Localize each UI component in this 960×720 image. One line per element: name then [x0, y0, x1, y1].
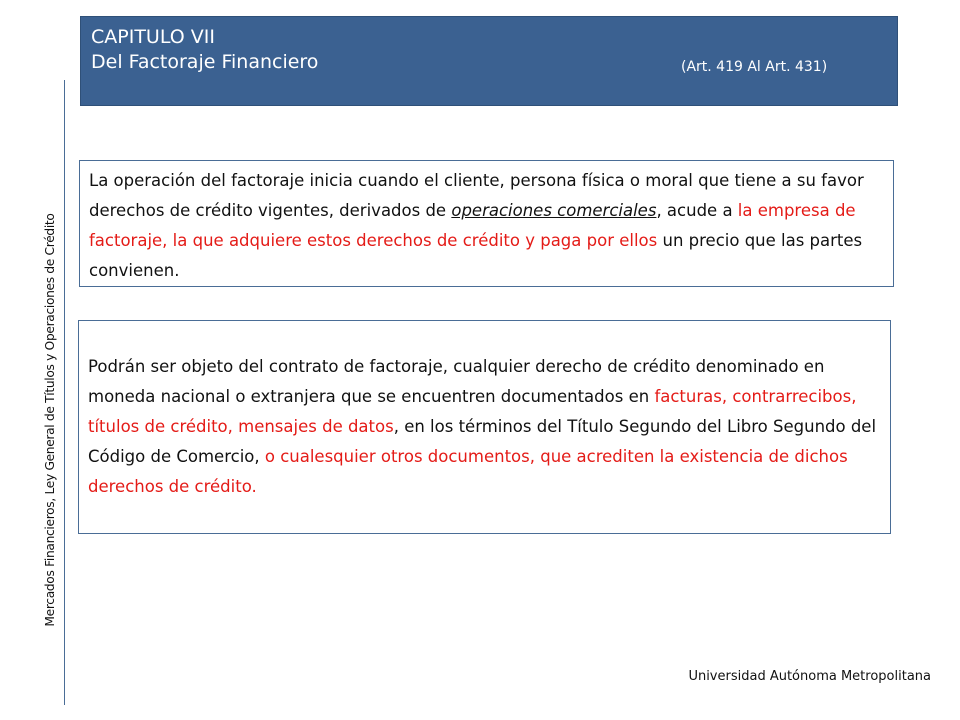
- paragraph-text: La operación del factoraje inicia cuando el cliente, persona física o moral que tiene a su favor derechos de crédito vigentes, derivados de: [89, 171, 864, 220]
- chapter-title: Del Factoraje Financiero: [91, 51, 319, 73]
- paragraph-text: un precio que las partes convienen.: [89, 231, 863, 280]
- highlighted-text: la empresa de factoraje, la que adquiere estos derechos de crédito y paga por ellos: [89, 201, 856, 250]
- chapter-header: [80, 16, 898, 106]
- highlighted-text: facturas, contrarrecibos, títulos de crédito, mensajes de datos: [88, 387, 857, 436]
- factoring-operation-box: [79, 160, 894, 287]
- article-range: (Art. 419 Al Art. 431): [681, 59, 828, 75]
- contract-object-box: [78, 320, 891, 534]
- emphasized-term: operaciones comerciales: [451, 201, 657, 220]
- highlighted-text: o cualesquier otros documentos, que acrediten la existencia de dichos derechos de crédito.: [88, 447, 848, 496]
- vertical-divider: [64, 80, 65, 705]
- university-footer: Universidad Autónoma Metropolitana: [688, 669, 931, 684]
- paragraph-text: , acude a: [656, 201, 738, 220]
- paragraph-text: , en los términos del Título Segundo del Libro Segundo del Código de Comercio,: [88, 417, 877, 466]
- sidebar-course-title: Mercados Financieros, Ley General de Títulos y Operaciones de Crédito: [43, 213, 57, 627]
- paragraph-text: Podrán ser objeto del contrato de factoraje, cualquier derecho de crédito denominado en moneda nacional o extranjera que se encuentren documentados en: [88, 357, 825, 406]
- chapter-number: CAPITULO VII: [91, 26, 215, 48]
